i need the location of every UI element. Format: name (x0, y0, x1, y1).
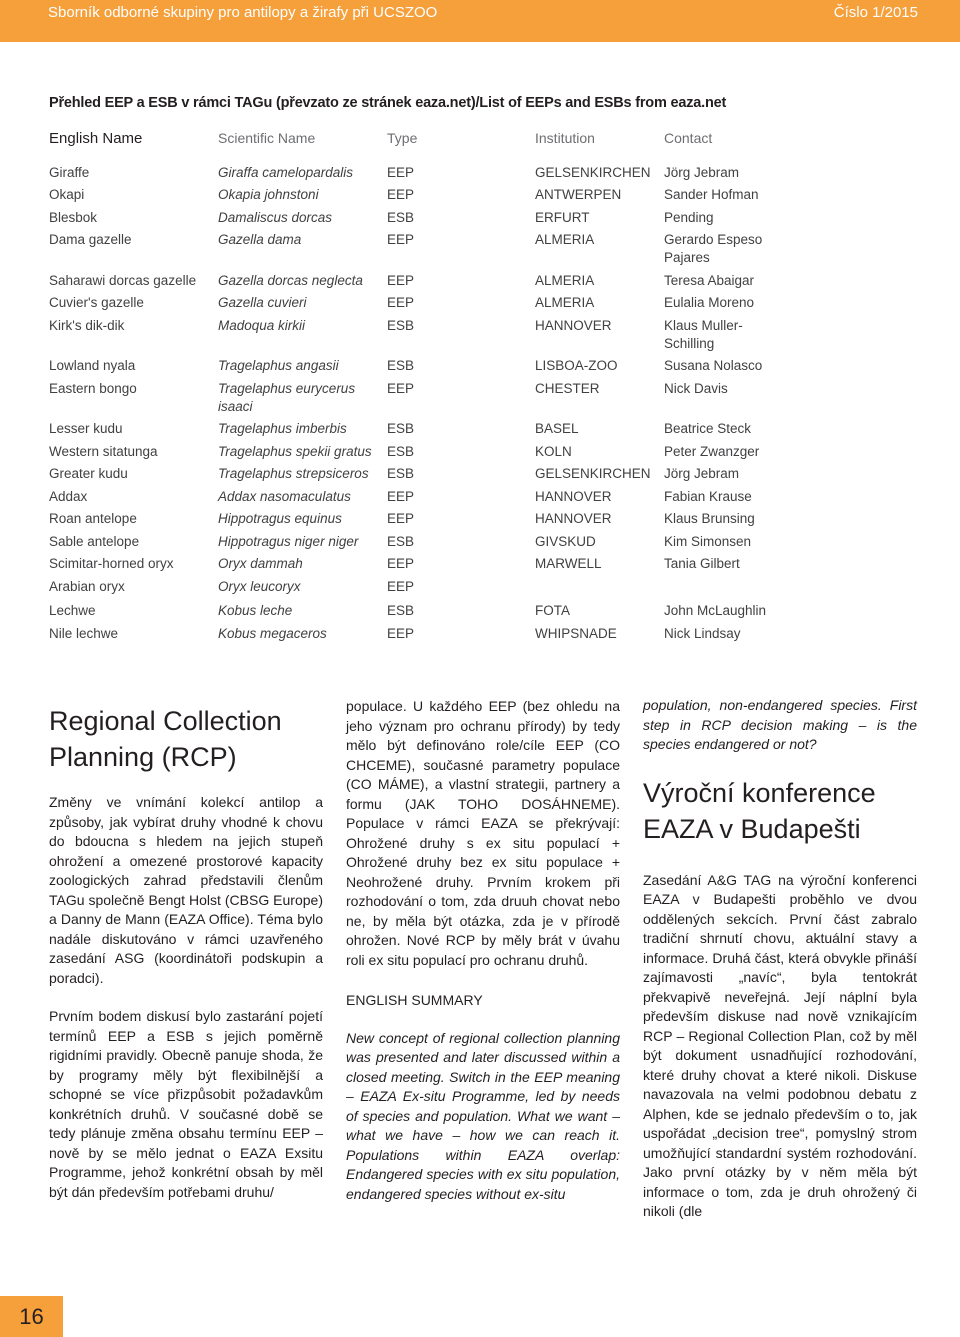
cell-scientific: Tragelaphus angasii (218, 358, 339, 373)
cell-english: Scimitar-horned oryx (49, 556, 174, 571)
cell-english: Giraffe (49, 165, 90, 180)
cell-scientific: Gazella dama (218, 232, 302, 247)
cell-type: ESB (387, 358, 415, 373)
cell-contact: John McLaughlin (664, 603, 767, 618)
cell-type: ESB (387, 466, 415, 481)
cell-contact: Beatrice Steck (664, 421, 752, 436)
cell-scientific: Madoqua kirkii (218, 318, 306, 333)
cell-institution: WHIPSNADE (535, 626, 617, 641)
cell-type: ESB (387, 318, 415, 333)
table-row (0, 380, 960, 414)
table-row (0, 510, 960, 530)
article-rcp-column-2 (346, 697, 620, 1204)
publication-title: Sborník odborné skupiny pro antilopy a žirafy při UCSZOO (48, 4, 438, 21)
cell-institution: HANNOVER (535, 489, 612, 504)
cell-english: Sable antelope (49, 534, 140, 549)
table-row (0, 357, 960, 377)
cell-english: Lechwe (49, 603, 96, 618)
cell-contact: Kim Simonsen (664, 534, 752, 549)
table-row (0, 602, 960, 622)
cell-type: ESB (387, 603, 415, 618)
cell-contact: Pending (664, 210, 714, 225)
cell-scientific: Damaliscus dorcas (218, 210, 333, 225)
english-summary-text: New concept of regional collection planning was presented and later discussed within a closed meeting. Switch in the EEP meaning – EAZA Ex-situ Programme, led by needs of species and population. What we want – what we have – how we can reach it. Populations within EAZA overlap: Endangered species with ex situ population, endangered species without ex-situ (346, 1029, 620, 1202)
cell-scientific: Okapia johnstoni (218, 187, 319, 202)
cell-type: EEP (387, 295, 415, 310)
article-rcp-column-1 (49, 703, 323, 1202)
cell-english: Lesser kudu (49, 421, 123, 436)
cell-english: Kirk's dik-dik (49, 318, 125, 333)
cell-scientific: Addax nasomaculatus (218, 489, 351, 504)
cell-type: EEP (387, 187, 415, 202)
cell-institution: ERFURT (535, 210, 590, 225)
cell-scientific: Hippotragus equinus (218, 511, 342, 526)
header-scientific-name: Scientific Name (218, 130, 316, 146)
cell-institution: HANNOVER (535, 318, 612, 333)
cell-english: Eastern bongo (49, 381, 137, 396)
cell-scientific: Tragelaphus imberbis (218, 421, 347, 436)
cell-contact: Gerardo Espeso Pajares (664, 232, 763, 265)
cell-institution: ANTWERPEN (535, 187, 622, 202)
cell-institution: GELSENKIRCHEN (535, 466, 651, 481)
conference-heading: Výroční konference EAZA v Budapešti (643, 777, 876, 844)
rcp-paragraph-3: populace. U každého EEP (bez ohledu na jeho význam pro ochranu přírody) by tedy mělo být definováno role/cíle EEP (CO CHCEME), současné parametry populace (CO MÁME), a vlastní strategii, partnery a formu (JAK TOHO DOSÁHNEME). Populace v rámci EAZA se překrývají: Ohrožené druhy s ex situ populací + Ohrožené druhy bez ex situ populace + Neohrožené druhy. Prvním krokem při rozhodování o tom, zda druuh chovat nebo ne, by měla být otázka, zda je v přírodě ohrožen. Nové RCP by měly brát v úvahu roli ex situ populací pro ochranu druhů. (346, 698, 620, 968)
cell-english: Roan antelope (49, 511, 137, 526)
table-row (0, 272, 960, 292)
cell-institution: GIVSKUD (535, 534, 596, 549)
cell-type: EEP (387, 232, 415, 247)
cell-english: Arabian oryx (49, 579, 125, 594)
header-contact: Contact (664, 130, 713, 146)
cell-contact: Eulalia Moreno (664, 295, 755, 310)
cell-scientific: Tragelaphus strepsiceros (218, 466, 369, 481)
cell-contact: Peter Zwanzger (664, 444, 760, 459)
table-row (0, 186, 960, 206)
table-row (0, 625, 960, 645)
cell-scientific: Gazella cuvieri (218, 295, 307, 310)
cell-institution: KOLN (535, 444, 572, 459)
table-row (0, 578, 960, 598)
program-table (0, 0, 960, 660)
cell-english: Saharawi dorcas gazelle (49, 273, 197, 288)
cell-contact: Klaus Muller-Schilling (664, 318, 743, 351)
cell-scientific: Tragelaphus eurycerus isaaci (218, 381, 356, 414)
cell-type: ESB (387, 444, 415, 459)
cell-type: EEP (387, 626, 415, 641)
cell-type: EEP (387, 489, 415, 504)
page-number: 16 (0, 1296, 63, 1337)
table-row (0, 231, 960, 265)
cell-scientific: Kobus megaceros (218, 626, 327, 641)
cell-institution: LISBOA-ZOO (535, 358, 618, 373)
table-row (0, 164, 960, 184)
cell-contact: Teresa Abaigar (664, 273, 755, 288)
cell-contact: Sander Hofman (664, 187, 759, 202)
table-row (0, 209, 960, 229)
cell-english: Dama gazelle (49, 232, 132, 247)
cell-english: Blesbok (49, 210, 98, 225)
cell-type: EEP (387, 165, 415, 180)
rcp-heading: Regional Collection Planning (RCP) (49, 706, 282, 772)
cell-scientific: Oryx leucoryx (218, 579, 301, 594)
english-summary-continued: population, non-endangered species. First step in RCP decision making – is the species endangered or not? (643, 697, 917, 752)
cell-institution: CHESTER (535, 381, 600, 396)
cell-institution: FOTA (535, 603, 570, 618)
cell-type: EEP (387, 579, 415, 594)
cell-institution: HANNOVER (535, 511, 612, 526)
cell-institution: MARWELL (535, 556, 602, 571)
table-row (0, 443, 960, 463)
table-row (0, 488, 960, 508)
table-row (0, 317, 960, 351)
cell-type: ESB (387, 210, 415, 225)
header-english-name: English Name (49, 130, 143, 147)
table-row (0, 294, 960, 314)
english-summary-heading: ENGLISH SUMMARY (346, 992, 483, 1008)
table-row (0, 533, 960, 553)
cell-english: Lowland nyala (49, 358, 136, 373)
cell-contact: Klaus Brunsing (664, 511, 755, 526)
cell-english: Greater kudu (49, 466, 128, 481)
cell-contact: Tania Gilbert (664, 556, 740, 571)
cell-type: EEP (387, 381, 415, 396)
table-row (0, 555, 960, 575)
cell-contact: Jörg Jebram (664, 466, 740, 481)
cell-contact: Susana Nolasco (664, 358, 763, 373)
cell-scientific: Kobus leche (218, 603, 293, 618)
cell-scientific: Tragelaphus spekii gratus (218, 444, 372, 459)
cell-contact: Fabian Krause (664, 489, 752, 504)
rcp-paragraph-1: Změny ve vnímání kolekcí antilop a způsoby, jak vybírat druhy vhodné k chovu do bdoucna s hledem na jejich stupeň ohrožení a omezené prostorové kapacity zoologických zahrad představili členům TAGu společně Bengt Holst (CBSG Europe) a Danny de Mann (EAZA Office). Téma bylo nadále diskutováno v rámci uzavřeného zasedání ASG (koordinátoři podskupin a poradci). (49, 794, 323, 986)
cell-english: Addax (49, 489, 88, 504)
cell-contact: Nick Davis (664, 381, 728, 396)
cell-scientific: Oryx dammah (218, 556, 303, 571)
issue-number: Číslo 1/2015 (833, 4, 918, 21)
table-row (0, 420, 960, 440)
cell-type: ESB (387, 534, 415, 549)
cell-type: EEP (387, 273, 415, 288)
cell-institution: GELSENKIRCHEN (535, 165, 651, 180)
cell-type: EEP (387, 511, 415, 526)
cell-english: Western sitatunga (49, 444, 158, 459)
table-row (0, 465, 960, 485)
rcp-paragraph-2: Prvním bodem diskusí bylo zastarání pojetí termínů EEP a ESB s jejich poměrně rigidními pravidly. Obecně panuje shoda, že by programy měly být flexibilnější a schopné se více přizpůsobit požadavkům konkrétních druhů. V současné době se tedy plánuje změna obsahu termínu EEP – nově by se mělo jednat o EAZA Exsitu Programme, jehož konkrétní obsah by měl být dán především potřebami druhu/ (49, 1008, 323, 1200)
header-institution: Institution (535, 130, 595, 146)
cell-english: Okapi (49, 187, 85, 202)
article-column-3 (643, 696, 917, 1222)
cell-english: Nile lechwe (49, 626, 119, 641)
cell-contact: Jörg Jebram (664, 165, 740, 180)
cell-institution: ALMERIA (535, 273, 595, 288)
cell-institution: ALMERIA (535, 232, 595, 247)
cell-scientific: Giraffa camelopardalis (218, 165, 354, 180)
cell-type: EEP (387, 556, 415, 571)
header-type: Type (387, 130, 418, 146)
cell-scientific: Hippotragus niger niger (218, 534, 359, 549)
cell-contact: Nick Lindsay (664, 626, 741, 641)
cell-type: ESB (387, 421, 415, 436)
cell-institution: BASEL (535, 421, 579, 436)
conference-paragraph: Zasedání A&G TAG na výroční konferenci EAZA v Budapešti proběhlo ve dvou oddělených sekcích. První část zabralo tradiční shrnutí chovu, aktuální stavy a informace. Druhá část, která obvykle přináší zajímavosti „navíc“, byla tentokrát překvapivě neveřejná. Její náplní byla především diskuse nad nově vznikajícím RCP – Regional Collection Plan, což by měl být dokument usnadňující rozhodování, které druhy chovat a které nikoli. Diskuse navazovala na velmi podobnou debatu z Alphen, kde se jednalo především o to, jak uspořádat „decision tree“, pomyslný strom umožňující standardní systém rozhodování. Jako první otázky by v něm měla být informace o tom, zda je druh ohrožený či nikoli (dle (643, 871, 917, 1219)
cell-institution: ALMERIA (535, 295, 595, 310)
cell-english: Cuvier's gazelle (49, 295, 144, 310)
cell-scientific: Gazella dorcas neglecta (218, 273, 363, 288)
table-title: Přehled EEP a ESB v rámci TAGu (převzato ze stránek eaza.net)/List of EEPs and ESBs from eaza.net (49, 95, 727, 111)
